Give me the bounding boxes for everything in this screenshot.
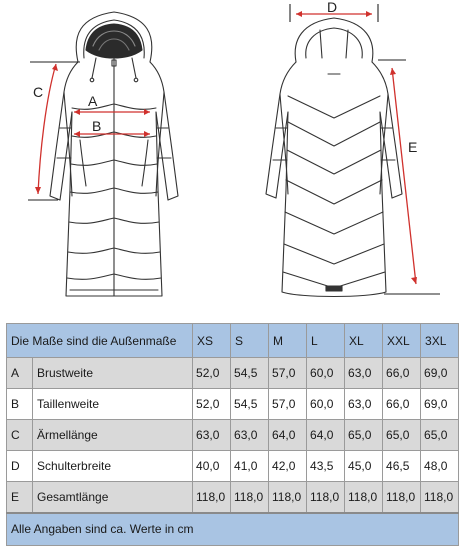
row-key: D bbox=[7, 451, 33, 482]
row-label: Schulterbreite bbox=[33, 451, 193, 482]
label-d: D bbox=[327, 0, 338, 15]
table-cell: 65,0 bbox=[383, 420, 421, 451]
label-e: E bbox=[408, 139, 418, 155]
row-key: A bbox=[7, 358, 33, 389]
table-cell: 46,5 bbox=[383, 451, 421, 482]
size-header-xxl: XXL bbox=[383, 324, 421, 358]
table-row bbox=[7, 482, 459, 513]
table-row bbox=[7, 389, 459, 420]
table-cell: 43,5 bbox=[307, 451, 345, 482]
table-cell: 52,0 bbox=[193, 358, 231, 389]
table-cell: 65,0 bbox=[345, 420, 383, 451]
row-key: C bbox=[7, 420, 33, 451]
table-cell: 60,0 bbox=[307, 389, 345, 420]
table-cell: 65,0 bbox=[421, 420, 459, 451]
table-cell: 63,0 bbox=[345, 389, 383, 420]
table-cell: 41,0 bbox=[231, 451, 269, 482]
table-cell: 118,0 bbox=[345, 482, 383, 513]
table-cell: 64,0 bbox=[307, 420, 345, 451]
table-footnote: Alle Angaben sind ca. Werte in cm bbox=[7, 513, 459, 546]
table-cell: 57,0 bbox=[269, 389, 307, 420]
table-row bbox=[7, 420, 459, 451]
size-header-xs: XS bbox=[193, 324, 231, 358]
table-cell: 63,0 bbox=[193, 420, 231, 451]
table-cell: 66,0 bbox=[383, 358, 421, 389]
table-cell: 69,0 bbox=[421, 389, 459, 420]
table-cell: 48,0 bbox=[421, 451, 459, 482]
table-cell: 45,0 bbox=[345, 451, 383, 482]
table-cell: 54,5 bbox=[231, 358, 269, 389]
table-cell: 118,0 bbox=[307, 482, 345, 513]
label-a: A bbox=[88, 93, 98, 109]
size-header-xl: XL bbox=[345, 324, 383, 358]
table-cell: 40,0 bbox=[193, 451, 231, 482]
table-row bbox=[7, 451, 459, 482]
table-footer-row bbox=[7, 513, 459, 546]
table-cell: 118,0 bbox=[193, 482, 231, 513]
size-header-3xl: 3XL bbox=[421, 324, 459, 358]
row-key: B bbox=[7, 389, 33, 420]
table-cell: 69,0 bbox=[421, 358, 459, 389]
row-label: Ärmellänge bbox=[33, 420, 193, 451]
table-cell: 54,5 bbox=[231, 389, 269, 420]
label-c: C bbox=[33, 84, 44, 100]
table-header-row bbox=[7, 324, 459, 358]
table-cell: 63,0 bbox=[345, 358, 383, 389]
table-cell: 63,0 bbox=[231, 420, 269, 451]
table-cell: 118,0 bbox=[269, 482, 307, 513]
row-label: Brustweite bbox=[33, 358, 193, 389]
coat-front-view bbox=[50, 12, 178, 296]
table-cell: 52,0 bbox=[193, 389, 231, 420]
row-label: Gesamtlänge bbox=[33, 482, 193, 513]
table-cell: 64,0 bbox=[269, 420, 307, 451]
table-row bbox=[7, 358, 459, 389]
row-key: E bbox=[7, 482, 33, 513]
table-cell: 118,0 bbox=[383, 482, 421, 513]
table-cell: 118,0 bbox=[231, 482, 269, 513]
size-header-l: L bbox=[307, 324, 345, 358]
size-header-s: S bbox=[231, 324, 269, 358]
table-cell: 118,0 bbox=[421, 482, 459, 513]
size-header-m: M bbox=[269, 324, 307, 358]
label-b: B bbox=[92, 118, 102, 134]
size-chart-table bbox=[6, 323, 459, 546]
table-title: Die Maße sind die Außenmaße bbox=[7, 324, 193, 358]
row-label: Taillenweite bbox=[33, 389, 193, 420]
table-cell: 57,0 bbox=[269, 358, 307, 389]
table-cell: 66,0 bbox=[383, 389, 421, 420]
table-cell: 60,0 bbox=[307, 358, 345, 389]
table-cell: 42,0 bbox=[269, 451, 307, 482]
